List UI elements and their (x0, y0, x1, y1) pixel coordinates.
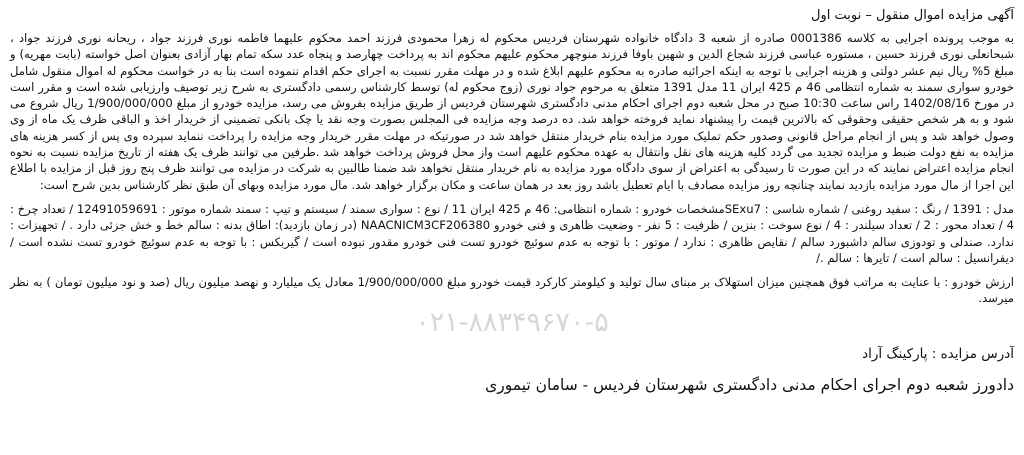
notice-main-paragraph: به موجب پرونده اجرایی به کلاسه 0001386 صادره از شعبه 3 دادگاه خانواده شهرستان فردیس محکوم له زهرا محمودی فرزند احمد محکوم علیهما فاطمه نوری فرزند جواد ، ریحانه نوری فرزند جواد ، شبحانعلی نوری فرزند حسین ، مستوره عباسی فرزند شجاع الدین و شهین باوفا فرزند منوچهر محکوم علیهم محکوم اند به پرداخت چهارصد و پنجاه عدد سکه تمام بهار آزادی بعنوان اصل خواسته (بابت مهریه) و مبلغ 5% ریال نیم عشر دولتی و هزینه اجرایی با توجه به اینکه اجرائیه صادره به محکوم علیهم ابلاغ شده و در مهلت مقرر نسبت به اجرای حکم اقدام ننموده است بنا به در خواست محکوم له اموال منقول شامل خودرو سواری سمند به شماره انتظامی 46 م 425 ایران 11 مدل 1391 متعلق به مرحوم جواد نوری (زوج محکوم له) توسط کارشناس رسمی دادگستری به شرح زیر توصیف وارزیابی شده است و مقرر است در مورخ 1402/08/16 راس ساعت 10:30 صبح در محل شعبه دوم اجرای احکام مدنی دادگستری شهرستان فردیس از طریق مزایده بفروش می رسد، مزایده خودرو از مبلغ 1/900/000/000 ریال شروع می شود و به هر شخص حقیقی وحقوقی که بالاترین قیمت را پیشنهاد نماید فروخته خواهد شد. ده درصد وجه مزایده فی المجلس بصورت وجه نقد یا چک بانکی تضمینی از خریدار اخذ و الباقی ظرف یک ماه از وی وصول خواهد شد و پس از انجام مراحل قانونی وصدور حکم تملیک مورد مزایده بنام خریدار منتقل خواهد شد در صورتیکه در مهلت مقرر خریدار وجه مزایده را پرداخت ننماید سپرده وی پس از کسر هزینه های مزایده به نفع دولت ضبط و مزایده تجدید می گردد کلیه هزینه های نقل وانتقال به عهده محکوم علیهم است واز محل فروش پرداخت خواهد شد .طرفین می توانند ظرف یک هفته از تاریخ مزایده نسبت به نحوه انجام مزایده اعتراض نمایند که در این صورت تا رسیدگی به اعتراض از سوی دادگاه مورد مزایده به نام خریدار منتقل نخواهد شد ضمنا طالبین به شرکت در مزایده می توانند ظرف پنج روز قبل از مزایده با اطلاع این اجرا از مال مورد مزایده بازدید نمایند چنانچه روز مزایده مصادف با ایام تعطیل باشد روز بعد در همان ساعت و مکان برگزار خواهد شد. مال مورد مزایده وبهای آن طبق نظر کارشناس بدین شرح است: (10, 31, 1015, 192)
notice-title: آگهی مزایده اموال منقول – نوبت اول (811, 8, 1014, 23)
auction-address: آدرس مزایده : پارکینگ آراد (862, 345, 1014, 362)
vehicle-specs-paragraph: مدل : 1391 / رنگ : سفید روغنی / شماره شاسی : SExu7مشخصات خودرو : شماره انتظامی: 46 م 425 ایران 11 / نوع : سواری سمند / سیستم و تیپ : سمند شماره موتور : 12491059691 / تعداد چرخ : 4 / تعداد محور : 2 / تعداد سیلندر : 4 / نوع سوخت : بنزین / ظرفیت : 5 نفر - وضعیت ظاهری و فنی خودرو NAACNICM3CF206380 (در زمان بازدید): اطاق بدنه : سالم خط و خش جزئی دارد . / تجهیزات : ندارد. صندلی و تودوزی سالم داشبورد سالم / نقایص ظاهری : ندارد / موتور : با توجه به عدم سوئیچ خودرو تست فنی خودرو مقدور نبوده است / گیربکس : با توجه به عدم سوئیچ خودرو تست نشده است / دیفرانسیل : سالم است / تایرها : سالم ./ (10, 201, 1015, 265)
signature-line: دادورز شعبه دوم اجرای احکام مدنی دادگستری شهرستان فردیس - سامان تیموری (485, 375, 1014, 394)
vehicle-valuation-paragraph: ارزش خودرو : با عنایت به مراتب فوق همچنین میزان استهلاک بر مبنای سال تولید و کیلومتر کارکرد قیمت خودرو مبلغ 1/900/000/000 معادل یک میلیارد و نهصد میلیون ریال (صد و نود میلیون تومان ) به نظر میرسد. (10, 275, 1015, 306)
phone-watermark: ۰۲۱-۸۸۳۴۹۶۷۰-۵ (415, 306, 609, 338)
